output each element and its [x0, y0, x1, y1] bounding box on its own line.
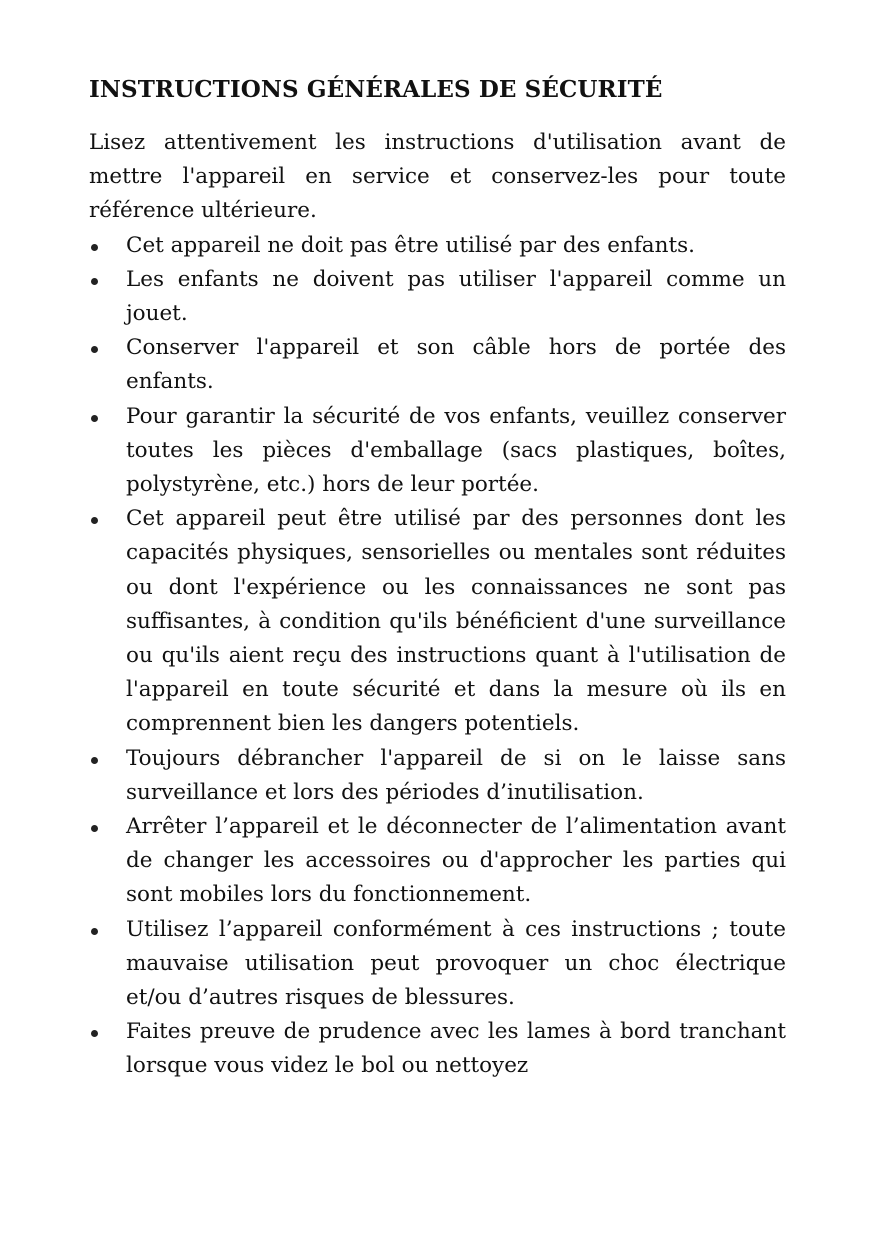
bullet-icon	[89, 742, 109, 776]
page-title: INSTRUCTIONS GÉNÉRALES DE SÉCURITÉ	[89, 76, 663, 103]
list-item	[89, 810, 786, 913]
list-item-text: Pour garantir la sécurité de vos enfants, veuillez conserver toutes les pièces d'emballage (sacs plastiques, boîtes, polystyrène, etc.) hors de leur portée.	[126, 403, 786, 498]
bullet-icon	[89, 331, 109, 365]
bullet-icon	[89, 1015, 109, 1049]
list-item-text: Cet appareil ne doit pas être utilisé par des enfants.	[126, 232, 695, 258]
intro-paragraph: Lisez attentivement les instructions d'utilisation avant de mettre l'appareil en service et conservez-les pour toute référence ultérieure.	[89, 130, 786, 224]
list-item	[89, 1015, 786, 1083]
list-item	[89, 400, 786, 503]
bullet-icon	[89, 913, 109, 947]
list-item	[89, 742, 786, 810]
document-page	[89, 70, 786, 1084]
list-item-text: Conserver l'appareil et son câble hors de portée des enfants.	[126, 335, 786, 395]
list-item	[89, 331, 786, 399]
bullet-icon	[89, 229, 109, 263]
safety-instructions-list	[89, 229, 786, 1084]
list-item-text: Utilisez l’appareil conformément à ces instructions ; toute mauvaise utilisation peut provoquer un choc électrique et/ou d’autres risques de blessures.	[126, 916, 786, 1011]
bullet-icon	[89, 400, 109, 434]
bullet-icon	[89, 502, 109, 536]
list-item-text: Cet appareil peut être utilisé par des personnes dont les capacités physiques, sensorielles ou mentales sont réduites ou dont l'expérience ou les connaissances ne sont pas suffisantes, à condition qu'ils bénéficient d'une surveillance ou qu'ils aient reçu des instructions quant à l'utilisation de l'appareil en toute sécurité et dans la mesure où ils en comprennent bien les dangers potentiels.	[126, 506, 786, 737]
list-item	[89, 913, 786, 1016]
list-item	[89, 229, 786, 263]
list-item	[89, 502, 786, 741]
bullet-icon	[89, 810, 109, 844]
list-item-text: Arrêter l’appareil et le déconnecter de l’alimentation avant de changer les accessoires ou d'approcher les parties qui sont mobiles lors du fonctionnement.	[126, 814, 786, 908]
list-item-text: Les enfants ne doivent pas utiliser l'appareil comme un jouet.	[126, 266, 786, 327]
list-item	[89, 263, 786, 331]
list-item-text: Faites preuve de prudence avec les lames à bord tranchant lorsque vous videz le bol ou nettoyez	[126, 1019, 786, 1079]
list-item-text: Toujours débrancher l'appareil de si on le laisse sans surveillance et lors des périodes d’inutilisation.	[126, 745, 786, 805]
bullet-icon	[89, 263, 109, 297]
